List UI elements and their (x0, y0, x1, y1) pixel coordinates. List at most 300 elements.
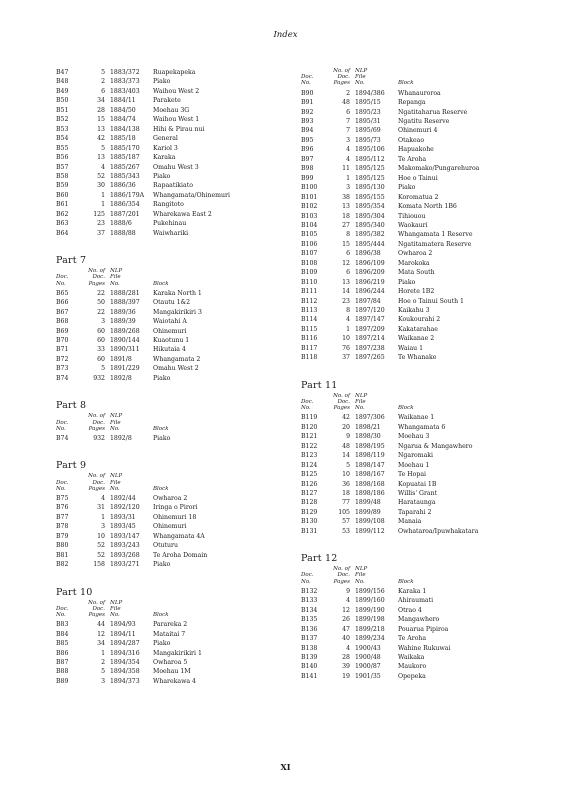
doc-no: B118 (301, 354, 318, 362)
table-row (56, 68, 306, 77)
block-name: Tihiouou (398, 212, 426, 220)
table-row (56, 106, 306, 115)
page-count: 52 (97, 542, 105, 550)
doc-no: B62 (56, 210, 69, 218)
page-count: 47 (342, 625, 350, 633)
file-no: 1895/444 (355, 240, 385, 248)
header-file-label: File (110, 419, 121, 426)
doc-no: B124 (301, 461, 318, 469)
table-row (56, 522, 306, 531)
block-name: Owharoa 2 (398, 250, 433, 258)
column-headers (56, 600, 306, 619)
block-name: Ahiraumati (398, 597, 434, 605)
header-block-label: Block (153, 612, 169, 618)
file-no: 1883/372 (110, 69, 140, 76)
file-no: 1895/125 (355, 165, 385, 173)
file-no: 1899/108 (355, 518, 385, 526)
header-doc (301, 68, 330, 87)
header-block-label: Block (153, 485, 169, 492)
header-doc (56, 473, 85, 492)
file-no: 1893/147 (110, 532, 140, 540)
page-count: 38 (342, 193, 350, 201)
file-no: 1894/358 (110, 668, 140, 676)
header-doc-label: Doc. (301, 398, 314, 405)
block-name: Koukourahi 2 (398, 316, 441, 324)
doc-no: B87 (56, 659, 69, 667)
page-count: 1 (101, 649, 105, 657)
page-count: 3 (101, 677, 105, 685)
table-row (56, 355, 306, 364)
doc-no: B125 (301, 471, 318, 479)
file-no: 1899/198 (355, 616, 385, 624)
file-no: 1892/8 (110, 434, 132, 442)
block-name: Pukehinau (153, 220, 187, 228)
file-no: 1896/38 (355, 250, 381, 258)
file-no: 1893/271 (110, 561, 140, 569)
file-no: 1892/8 (110, 374, 132, 382)
block-name: Waikanae 1 (398, 414, 435, 422)
block-name: Hapuakohe (398, 146, 434, 154)
doc-no: B64 (56, 229, 69, 237)
table-row (301, 489, 551, 498)
file-no: 1897/238 (355, 344, 385, 352)
table-row (301, 249, 551, 258)
table-row (56, 364, 306, 373)
block-name: Te Aroha (398, 635, 427, 643)
header-block (153, 413, 306, 432)
file-no: 1894/11 (110, 630, 136, 638)
block-name: Whangamata 1 Reserve (398, 231, 473, 239)
table-row (56, 336, 306, 345)
file-no: 1896/109 (355, 259, 385, 267)
page-count: 5 (346, 461, 350, 469)
file-no: 1889/36 (110, 308, 136, 316)
file-no: 1885/343 (110, 172, 140, 180)
file-no: 1895/382 (355, 231, 385, 239)
page-count: 4 (101, 163, 105, 171)
file-no: 1900/43 (355, 644, 381, 652)
block-name: Mata South (398, 269, 435, 277)
table-row (56, 87, 306, 96)
doc-no: B86 (56, 649, 69, 657)
page-count: 23 (97, 220, 105, 228)
page-count: 9 (346, 587, 350, 595)
doc-no: B106 (301, 240, 318, 248)
header-file-no: No. (110, 485, 120, 492)
table-row (301, 287, 551, 296)
table-row (301, 334, 551, 343)
header-pages-label: Pages (333, 80, 350, 87)
file-no: 1895/340 (355, 221, 385, 229)
file-no: 1885/170 (110, 144, 140, 152)
block-name: Parareka 2 (153, 621, 188, 629)
file-no: 1884/74 (110, 116, 136, 124)
page-count: 26 (342, 616, 350, 624)
doc-no: B50 (56, 97, 69, 105)
table-row (56, 115, 306, 124)
header-pages (85, 268, 105, 287)
doc-no: B52 (56, 116, 69, 124)
table-row (56, 649, 306, 658)
doc-no: B100 (301, 184, 318, 192)
doc-no: B69 (56, 327, 69, 335)
header-block (153, 268, 306, 287)
table-row (56, 210, 306, 219)
block-name: Rapaatikiato (153, 182, 193, 190)
block-name: Waihou West 1 (153, 116, 200, 124)
header-nlp: NLP (355, 392, 368, 399)
doc-no: B58 (56, 172, 69, 180)
block-name: Whangamata 6 (398, 423, 446, 431)
page-count: 52 (97, 172, 105, 180)
block-name: Hihi & Pirau nui (153, 125, 205, 133)
file-no: 1886/179A (110, 191, 145, 199)
page-count: 13 (342, 203, 350, 211)
block-name: Maukoro (398, 663, 427, 671)
doc-no: B47 (56, 69, 69, 76)
page-count: 10 (97, 532, 105, 540)
doc-no: B80 (56, 542, 69, 550)
page-count: 13 (97, 154, 105, 162)
file-no: 1898/186 (355, 489, 385, 497)
page-count: 20 (342, 423, 350, 431)
header-nlp: NLP (110, 599, 123, 606)
table-row (301, 470, 551, 479)
file-no: 1892/120 (110, 504, 140, 512)
header-doc-no: No. (301, 405, 311, 412)
page-count: 34 (97, 640, 105, 648)
block-name: Rangitoto (153, 201, 184, 209)
header-file-label: File (355, 398, 366, 405)
table-row (56, 134, 306, 143)
doc-no: B139 (301, 654, 318, 662)
file-no: 1898/168 (355, 480, 385, 488)
file-no: 1899/156 (355, 587, 385, 595)
doc-no: B99 (301, 174, 314, 182)
doc-no: B129 (301, 508, 318, 516)
page-count: 31 (97, 504, 105, 512)
block-name: Otrao 4 (398, 606, 422, 614)
page-count: 77 (342, 499, 350, 507)
header-doc (56, 600, 85, 619)
right-column (301, 68, 551, 681)
header-doc (56, 268, 85, 287)
doc-no: B74 (56, 434, 69, 442)
table-row (301, 268, 551, 277)
table-row (56, 181, 306, 190)
block-name: Mangawhero (398, 616, 440, 624)
block-name: Taparahi 2 (398, 508, 432, 516)
page-count: 6 (346, 108, 350, 116)
table-row (301, 672, 551, 681)
block-name: Omahu West 3 (153, 163, 199, 171)
table-row (56, 541, 306, 550)
page-count: 6 (346, 250, 350, 258)
file-no: 1884/138 (110, 125, 140, 133)
header-pages (330, 566, 350, 585)
table-row (301, 202, 551, 211)
page-count: 12 (342, 259, 350, 267)
page-count: 15 (97, 116, 105, 124)
doc-no: B48 (56, 78, 69, 86)
doc-no: B103 (301, 212, 318, 220)
column-headers (301, 68, 551, 87)
header-block-label: Block (153, 280, 169, 287)
file-no: 1889/268 (110, 327, 140, 335)
header-doc-label: Doc. (301, 74, 314, 81)
block-name: Ngarua & Mangawhero (398, 442, 473, 450)
table-row (301, 423, 551, 432)
block-name: Waiau 1 (398, 344, 424, 352)
file-no: 1898/21 (355, 423, 381, 431)
doc-no: B131 (301, 527, 318, 535)
doc-no: B73 (56, 365, 69, 373)
doc-no: B92 (301, 108, 314, 116)
table-row (56, 200, 306, 209)
table-row (301, 174, 551, 183)
block-name: Owhataroa/Ipuwhakatara (398, 527, 479, 535)
doc-no: B57 (56, 163, 69, 171)
file-no: 1899/112 (355, 527, 385, 535)
block-name: Moehau 1M (153, 668, 191, 676)
file-no: 1895/73 (355, 136, 381, 144)
header-doc-no: No. (56, 425, 66, 432)
page-count: 52 (97, 551, 105, 559)
header-doc-label: Doc. (92, 479, 105, 486)
table-row (301, 315, 551, 324)
table-row (301, 164, 551, 173)
table-row (56, 503, 306, 512)
file-no: 1893/268 (110, 551, 140, 559)
doc-no: B122 (301, 442, 318, 450)
block-name: Hoe o Tainui South 1 (398, 297, 464, 305)
doc-no: B68 (56, 318, 69, 326)
part-title: Part 11 (301, 379, 338, 391)
page-count: 30 (97, 182, 105, 190)
header-block (398, 68, 551, 87)
block-name: Hikutaia 4 (153, 346, 186, 354)
page-count: 125 (93, 210, 105, 218)
file-no: 1883/373 (110, 78, 140, 86)
file-no: 1895/155 (355, 193, 385, 201)
file-no: 1897/209 (355, 325, 385, 333)
header-doc-no: No. (56, 612, 66, 618)
block-name: Marokoka (398, 259, 430, 267)
block-name: Otautu 1&2 (153, 299, 191, 307)
page-count: 2 (101, 659, 105, 667)
header-file-no: No. (110, 612, 120, 618)
header-doc-label: Doc. (56, 605, 69, 612)
doc-no: B140 (301, 663, 318, 671)
block-name: Mataitai 7 (153, 630, 186, 638)
doc-no: B112 (301, 297, 318, 305)
block-name: Whangamata 4A (153, 532, 205, 540)
table-row (301, 240, 551, 249)
header-pages-label: Pages (333, 578, 350, 585)
doc-no: B132 (301, 587, 318, 595)
doc-no: B96 (301, 146, 314, 154)
doc-no: B67 (56, 308, 69, 316)
file-no: 1895/31 (355, 117, 381, 125)
block-name: Parakete (153, 97, 181, 105)
file-no: 1895/15 (355, 99, 381, 107)
page-count: 57 (342, 518, 350, 526)
file-no: 1900/87 (355, 663, 381, 671)
page-count: 37 (342, 354, 350, 362)
block-name: Hoe o Tainui (398, 174, 438, 182)
header-pages (330, 68, 350, 87)
page-count: 22 (97, 289, 105, 297)
page-count: 42 (97, 135, 105, 143)
file-no: 1898/167 (355, 471, 385, 479)
page-count: 5 (101, 69, 105, 76)
doc-no: B59 (56, 182, 69, 190)
doc-no: B56 (56, 154, 69, 162)
table-row (301, 587, 551, 596)
block-name: Iringa o Pirori (153, 504, 198, 512)
block-name: Owharoa 5 (153, 659, 188, 667)
page-count: 4 (346, 597, 350, 605)
header-pages-label: Pages (88, 485, 105, 492)
table-row (301, 126, 551, 135)
doc-no: B94 (301, 127, 314, 135)
doc-no: B101 (301, 193, 318, 201)
header-file-label: File (355, 74, 366, 81)
block-name: Ngatitamatera Reserve (398, 240, 472, 248)
block-name: Waokauri (398, 221, 428, 229)
block-name: Wharekawa East 2 (153, 210, 212, 218)
header-block-label: Block (398, 578, 414, 585)
page-count: 36 (342, 480, 350, 488)
page-count: 44 (97, 621, 105, 629)
header-file (350, 393, 398, 412)
table-row (56, 639, 306, 648)
block-name: Wahine Rukuwai (398, 644, 451, 652)
block-name: Ohinemuri 18 (153, 513, 197, 521)
table-row (301, 108, 551, 117)
doc-no: B82 (56, 561, 69, 569)
file-no: 1894/316 (110, 649, 140, 657)
header-doc-label: Doc. (56, 274, 69, 281)
page-count: 3 (101, 318, 105, 326)
block-name: Waiotahi A (153, 318, 187, 326)
table-row (56, 374, 306, 383)
page-count: 28 (97, 106, 105, 114)
page-count: 8 (346, 307, 350, 315)
table-row (301, 634, 551, 643)
column-headers (301, 566, 551, 585)
file-no: 1897/265 (355, 354, 385, 362)
block-name: Ruapekapeka (153, 69, 196, 76)
doc-no: B104 (301, 221, 318, 229)
doc-no: B98 (301, 165, 314, 173)
doc-no: B141 (301, 672, 318, 680)
table-row (301, 442, 551, 451)
block-name: Karaka 1 (398, 587, 427, 595)
table-row (301, 259, 551, 268)
doc-no: B93 (301, 117, 314, 125)
table-row (56, 532, 306, 541)
page-number: XI (280, 762, 291, 772)
header-file-no: No. (355, 80, 365, 87)
doc-no: B65 (56, 289, 69, 297)
part-title: Part 9 (56, 460, 87, 472)
file-no: 1893/31 (110, 513, 136, 521)
table-row (56, 308, 306, 317)
doc-no: B136 (301, 625, 318, 633)
left-column (56, 68, 306, 686)
page-count: 6 (101, 87, 105, 95)
file-no: 1895/69 (355, 127, 381, 135)
page-count: 2 (346, 89, 350, 97)
header-doc-label: Doc. (56, 479, 69, 486)
doc-no: B126 (301, 480, 318, 488)
header-pages (85, 600, 105, 619)
table-row (301, 145, 551, 154)
block-name: Horete 1B2 (398, 288, 435, 296)
file-no: 1899/234 (355, 635, 385, 643)
file-no: 1897/147 (355, 316, 385, 324)
file-no: 1895/106 (355, 146, 385, 154)
doc-no: B108 (301, 259, 318, 267)
header-doc-label: Doc. (92, 419, 105, 426)
block-name: Piako (153, 172, 171, 180)
header-block-label: Block (153, 425, 169, 432)
header-file (105, 600, 153, 619)
page-count: 3 (101, 523, 105, 531)
file-no: 1896/209 (355, 269, 385, 277)
file-no: 1897/84 (355, 297, 381, 305)
table-row (301, 183, 551, 192)
table-row (56, 513, 306, 522)
page-count: 60 (97, 337, 105, 345)
table-row (56, 677, 306, 686)
file-no: 1892/44 (110, 494, 136, 502)
block-name: Ngatitaharua Reserve (398, 108, 468, 116)
doc-no: B107 (301, 250, 318, 258)
block-name: Makomako/Pungarehuroa (398, 165, 480, 173)
block-name: Mangakirikiri 3 (153, 308, 202, 316)
page-count: 48 (342, 442, 350, 450)
table-row (56, 327, 306, 336)
block-name: Piako (398, 184, 416, 192)
block-name: Kaikahu 3 (398, 307, 430, 315)
block-name: Ohinemuri (153, 523, 187, 531)
table-row (301, 353, 551, 362)
page-count: 158 (93, 561, 105, 569)
block-name: Mangakirikiri 1 (153, 649, 202, 657)
doc-no: B114 (301, 316, 318, 324)
doc-no: B134 (301, 606, 318, 614)
page-count: 7 (346, 117, 350, 125)
doc-no: B83 (56, 621, 69, 629)
block-name: Kariol 3 (153, 144, 178, 152)
block-name: Willis' Grant (398, 489, 438, 497)
doc-no: B117 (301, 344, 318, 352)
block-name: Otakeao (398, 136, 425, 144)
table-row (301, 193, 551, 202)
block-name: Moehau 3 (398, 433, 430, 441)
table-row (56, 144, 306, 153)
file-no: 1898/195 (355, 442, 385, 450)
block-name: Repanga (398, 99, 426, 107)
doc-no: B115 (301, 325, 318, 333)
doc-no: B135 (301, 616, 318, 624)
page-count: 5 (101, 144, 105, 152)
table-row (301, 644, 551, 653)
table-row (56, 219, 306, 228)
header-nlp: NLP (110, 413, 123, 420)
